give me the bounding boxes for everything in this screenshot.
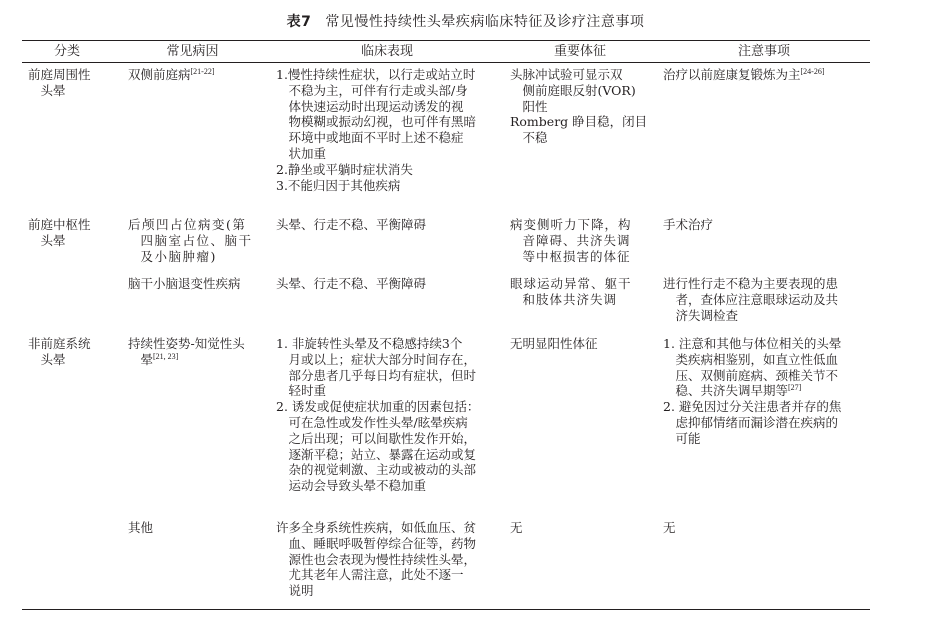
text-line: 说明 [288, 583, 314, 599]
text-line: 尤其老年人需注意，此处不逐一 [288, 567, 464, 583]
header-notes: 注意事项 [737, 44, 790, 59]
text-line: 头晕、行走不稳、平衡障碍 [276, 276, 427, 291]
text-line: 血、睡眠呼吸暂停综合征等，药物 [288, 535, 477, 551]
text-line: 虑抑郁情绪而漏诊潜在疾病的 [675, 414, 839, 430]
text-line: 头晕 [40, 82, 66, 98]
row4-clinical [276, 336, 479, 494]
row5-notes [663, 520, 676, 536]
text-line: 前庭周围性 [28, 67, 91, 82]
citation: [24-26] [800, 67, 825, 76]
text-line: 等中枢损害的体征 [522, 248, 631, 264]
text-line: 非前庭系统 [28, 336, 91, 351]
table-caption [0, 12, 931, 32]
row1-cause [128, 67, 215, 83]
row3-cause [128, 276, 241, 292]
row5-cause [128, 520, 153, 536]
text-line: 双侧前庭病 [128, 67, 191, 82]
header-signs: 重要体征 [553, 44, 606, 59]
text-line: 进行性行走不稳为主要表现的患 [663, 276, 839, 291]
row4-notes [663, 336, 841, 447]
text-line: 可能 [675, 430, 701, 446]
row1-signs [510, 67, 647, 146]
text-line: 济失调检查 [675, 307, 739, 323]
text-line: 眼球运动异常、躯干 [510, 276, 632, 291]
text-line: 头晕、行走不稳、平衡障碍 [276, 217, 427, 232]
text-line: 体快速运动时出现运动诱发的视 [288, 98, 464, 114]
header-category: 分类 [53, 44, 80, 59]
text-line: 后颅凹占位病变(第 [128, 217, 247, 232]
text-line: 3.不能归因于其他疾病 [276, 177, 401, 193]
text-line: 月或以上；症状大部分时间存在， [288, 351, 477, 367]
text-line: 治疗以前庭康复锻炼为主 [663, 67, 801, 82]
text-line: 无 [510, 520, 523, 535]
text-line: 2. 避免因过分关注患者并存的焦 [663, 399, 842, 415]
text-line: 手术治疗 [663, 217, 714, 232]
table-title: 常见慢性持续性头晕疾病临床特征及诊疗注意事项 [325, 14, 645, 30]
text-line: 四脑室占位、脑干 [140, 232, 253, 248]
text-line: 者，查体应注意眼球运动及共 [675, 291, 839, 307]
row4-category [28, 336, 91, 368]
text-line: 不稳 [522, 130, 548, 146]
text-line: 稳、共济失调早期等 [675, 383, 789, 399]
citation: [21-22] [190, 67, 215, 76]
text-line: 头晕 [40, 232, 66, 248]
text-line: 前庭中枢性 [28, 217, 91, 232]
row5-signs [510, 520, 523, 536]
table-top-rule [22, 40, 870, 41]
header-clinical: 临床表现 [360, 44, 413, 59]
text-line: 音障碍、共济失调 [522, 232, 631, 248]
text-line: 物模糊或振动幻视，也可伴有黑暗 [288, 114, 477, 130]
text-line: 脑干小脑退变性疾病 [128, 276, 241, 291]
text-line: 状加重 [288, 145, 327, 161]
row4-signs [510, 336, 598, 352]
row2-cause [128, 217, 253, 264]
text-line: 类疾病相鉴别，如直立性低血 [675, 351, 839, 367]
text-line: 不稳为主，可伴有行走或头部/身 [288, 82, 468, 98]
text-line: 许多全身系统性疾病，如低血压、贫 [276, 520, 477, 535]
row1-category [28, 67, 91, 99]
text-line: 压、双侧前庭病、颈椎关节不 [675, 367, 839, 383]
text-line: 源性也会表现为慢性持续性头晕， [288, 551, 477, 567]
text-line: 持续性姿势-知觉性头 [128, 336, 245, 351]
text-line: 1. 注意和其他与体位相关的头晕 [663, 336, 842, 351]
text-line: 之后出现；可以间歇性发作开始， [288, 430, 477, 446]
row2-signs [510, 217, 632, 264]
text-line: Romberg 睁目稳，闭目 [510, 114, 648, 130]
text-line: 和肢体共济失调 [522, 291, 618, 307]
text-line: 杂的视觉刺激、主动或被动的头部 [288, 462, 477, 478]
header-cause: 常见病因 [166, 44, 219, 59]
table-bottom-rule [22, 609, 870, 610]
text-line: 病变侧听力下降，构 [510, 217, 632, 232]
text-line: 侧前庭眼反射(VOR) [522, 82, 636, 98]
text-line: 轻时重 [288, 383, 327, 399]
text-line: 2. 诱发或促使症状加重的因素包括： [276, 399, 480, 415]
row1-notes [663, 67, 825, 83]
row3-notes [663, 276, 838, 323]
text-line: 其他 [128, 520, 154, 535]
text-line: 无明显阳性体征 [510, 336, 598, 351]
row1-clinical [276, 67, 476, 193]
citation: [27] [788, 383, 802, 393]
text-line: 可在急性或发作性头晕/眩晕疾病 [288, 414, 468, 430]
text-line: 及小脑肿瘤) [140, 248, 217, 264]
text-line: 2.静坐或平躺时症状消失 [276, 161, 413, 177]
text-line: 部分患者几乎每日均有症状，但时 [288, 367, 477, 383]
text-line: 1. 非旋转性头晕及不稳感持续3个 [276, 336, 463, 351]
row4-cause [128, 336, 245, 368]
text-line: 头晕 [40, 351, 66, 367]
row3-clinical [276, 276, 426, 292]
row2-notes [663, 217, 713, 233]
row2-category [28, 217, 91, 249]
text-line: 晕 [140, 351, 154, 367]
row3-signs [510, 276, 632, 308]
text-line: 无 [663, 520, 676, 535]
text-line: 1.慢性持续性症状，以行走或站立时 [276, 67, 476, 82]
citation: [21, 23] [153, 351, 179, 361]
text-line: 阳性 [522, 98, 548, 114]
text-line: 逐渐平稳；站立、暴露在运动或复 [288, 446, 477, 462]
row2-clinical [276, 217, 426, 233]
table-number: 表7 [286, 14, 312, 30]
table-header-rule [22, 62, 870, 63]
text-line: 头脉冲试验可显示双 [510, 67, 623, 82]
text-line: 运动会导致头晕不稳加重 [288, 478, 427, 494]
row5-clinical [276, 520, 476, 599]
text-line: 环境中或地面不平时上述不稳症 [288, 130, 464, 146]
